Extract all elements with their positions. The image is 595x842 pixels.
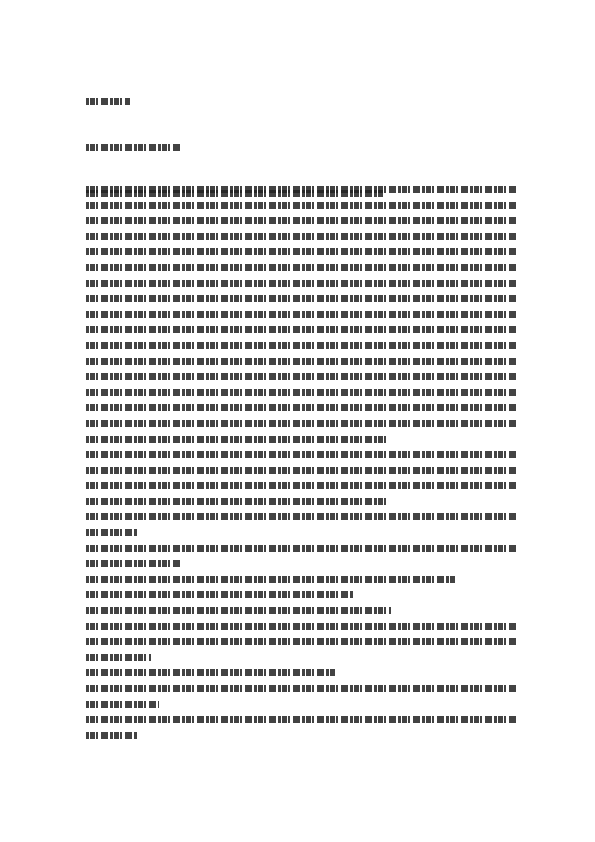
body-line <box>86 467 516 474</box>
body-line <box>86 482 516 489</box>
body-line <box>86 295 516 302</box>
body-line <box>86 545 516 552</box>
body-line <box>86 202 516 209</box>
body-line <box>86 326 516 333</box>
body-line <box>86 248 516 255</box>
body-line <box>86 560 181 567</box>
body-line <box>86 576 456 583</box>
body-line <box>86 732 138 739</box>
body-line <box>86 280 516 287</box>
body-line <box>86 420 516 427</box>
body-line <box>86 638 516 645</box>
body-line <box>86 451 516 458</box>
body-line <box>86 436 387 443</box>
header-line-1 <box>86 98 130 105</box>
body-line <box>86 342 516 349</box>
body-line <box>86 654 151 661</box>
body-line <box>86 264 516 271</box>
body-line <box>86 498 387 505</box>
body-line <box>86 358 516 365</box>
body-line <box>86 373 516 380</box>
body-line <box>86 233 516 240</box>
body-line <box>86 217 516 224</box>
header-line-2 <box>86 144 182 151</box>
body-line <box>86 311 516 318</box>
body-line <box>86 623 516 630</box>
body-line <box>86 701 159 708</box>
body-line <box>86 607 391 614</box>
body-line <box>86 685 516 692</box>
body-line <box>86 529 138 536</box>
body-line <box>86 591 353 598</box>
body-line <box>86 186 516 193</box>
body-line <box>86 669 335 676</box>
body-line <box>86 404 516 411</box>
body-line <box>86 389 516 396</box>
body-line <box>86 513 516 520</box>
body-text <box>86 186 516 747</box>
body-line <box>86 716 516 723</box>
